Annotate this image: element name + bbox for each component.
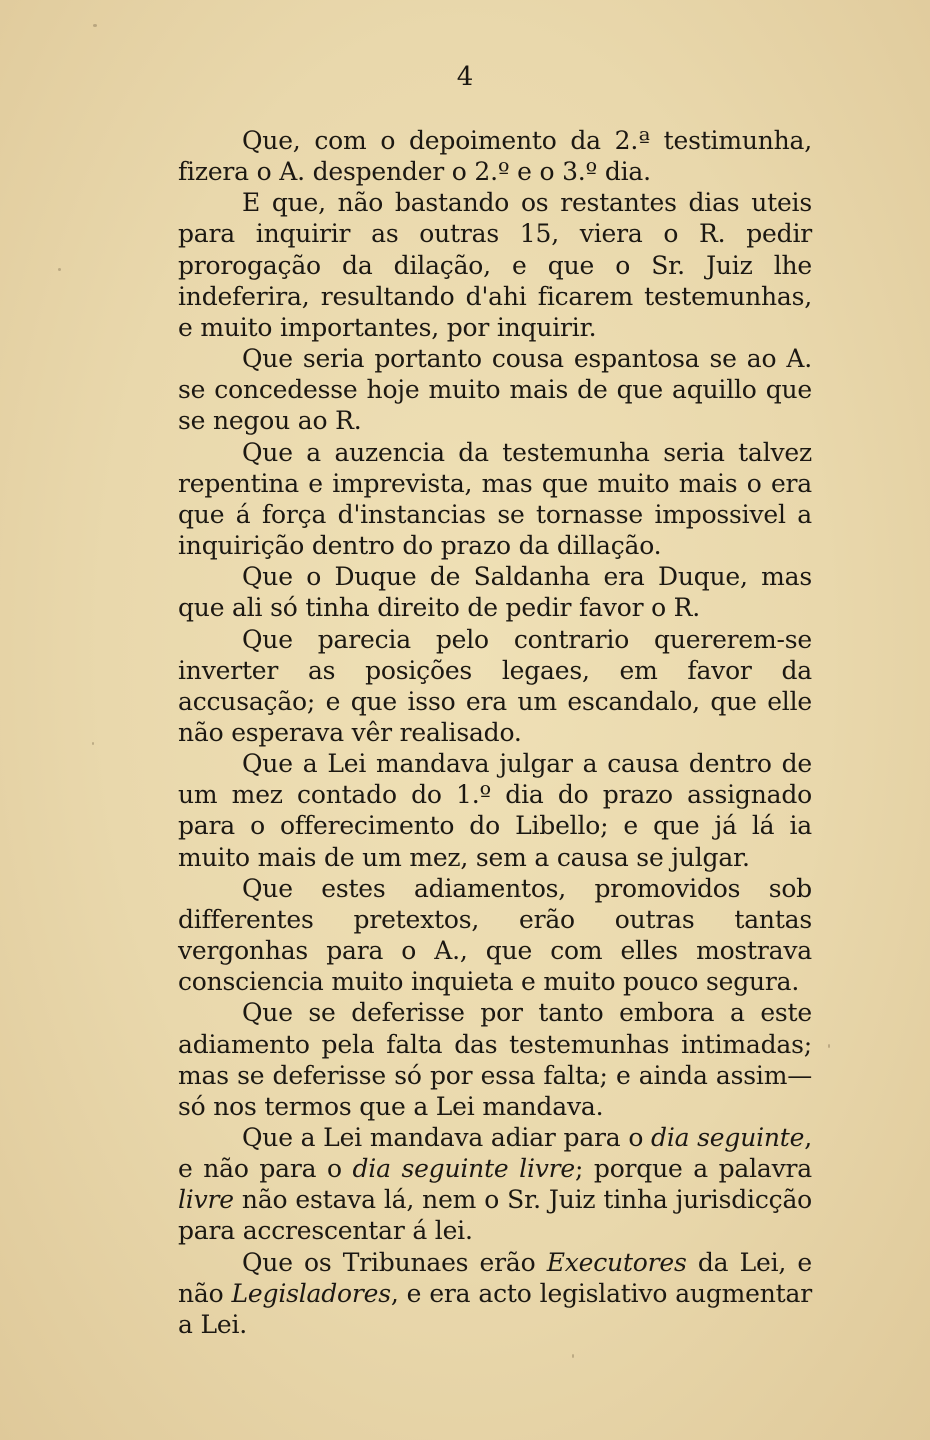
paragraph-10-text: não estava lá, nem o Sr. Juiz tinha jurisdicção para accrescentar á lei. <box>178 1185 812 1246</box>
paragraph-2: E que, não bastando os restantes dias uteis para inquirir as outras 15, viera o R. pedir prorogação da dilação, e que o Sr. Juiz lhe indeferira, resultando d'ahi ficarem testemunhas, e muito importantes, por inquirir. <box>178 188 812 342</box>
paragraph-1: Que, com o depoimento da 2.ª testimunha, fizera o A. despender o 2.º e o 3.º dia. <box>178 126 812 187</box>
paragraph-10-text: , e não para o <box>178 1123 812 1184</box>
paragraph-5: Que o Duque de Saldanha era Duque, mas que ali só tinha direito de pedir favor o R. <box>178 562 812 623</box>
paper-speck <box>93 24 97 27</box>
paper-speck <box>572 1354 574 1358</box>
paper-speck <box>828 1044 830 1048</box>
paragraph-6: Que parecia pelo contrario quererem-se inverter as posições legaes, em favor da accusação; e que isso era um escandalo, que elle não esperava vêr realisado. <box>178 624 812 747</box>
paragraph-9: Que se deferisse por tanto embora a este adiamento pela falta das testemunhas intimadas; mas se deferisse só por essa falta; e ainda assim—só nos termos que a Lei mandava. <box>178 998 812 1121</box>
page-number: 4 <box>456 62 474 92</box>
paper-speck <box>58 268 61 271</box>
paragraph-7: Que a Lei mandava julgar a causa dentro de um mez contado do 1.º dia do prazo assignado para o offerecimento do Libello; e que já lá ia muito mais de um mez, sem a causa se julgar. <box>178 749 812 872</box>
paragraph-11-text: Que os Tribunaes erão <box>242 1247 547 1277</box>
paper-speck <box>92 742 94 745</box>
paragraph-10-text: ; porque a palavra <box>575 1154 813 1184</box>
paragraph-11-italic: Legisladores <box>231 1278 391 1308</box>
paragraph-10 <box>178 1122 812 1247</box>
body-text <box>178 125 812 1340</box>
paragraph-11 <box>178 1247 812 1340</box>
paragraph-10-italic: dia seguinte <box>651 1123 805 1152</box>
paragraph-4: Que a auzencia da testemunha seria talvez repentina e imprevista, mas que muito mais o era que á força d'instancias se tornasse impossivel a inquirição dentro do prazo da dillação. <box>178 437 812 561</box>
paragraph-3: Que seria portanto cousa espantosa se ao A. se concedesse hoje muito mais de que aquillo que se negou ao R. <box>178 344 812 436</box>
paragraph-10-text: Que a Lei mandava adiar para o <box>242 1123 652 1152</box>
paragraph-8: Que estes adiamentos, promovidos sob differentes pretextos, erão outras tantas vergonhas para o A., que com elles mostrava consciencia muito inquieta e muito pouco segura. <box>178 873 812 997</box>
paragraph-11-text: , e era acto legislativo augmentar a Lei. <box>178 1278 812 1339</box>
paragraph-10-italic: livre <box>178 1185 234 1215</box>
paragraph-11-text: da Lei, e não <box>178 1247 812 1308</box>
paragraph-11-italic: Executores <box>546 1247 687 1277</box>
paragraph-10-italic: dia seguinte livre <box>352 1154 576 1184</box>
